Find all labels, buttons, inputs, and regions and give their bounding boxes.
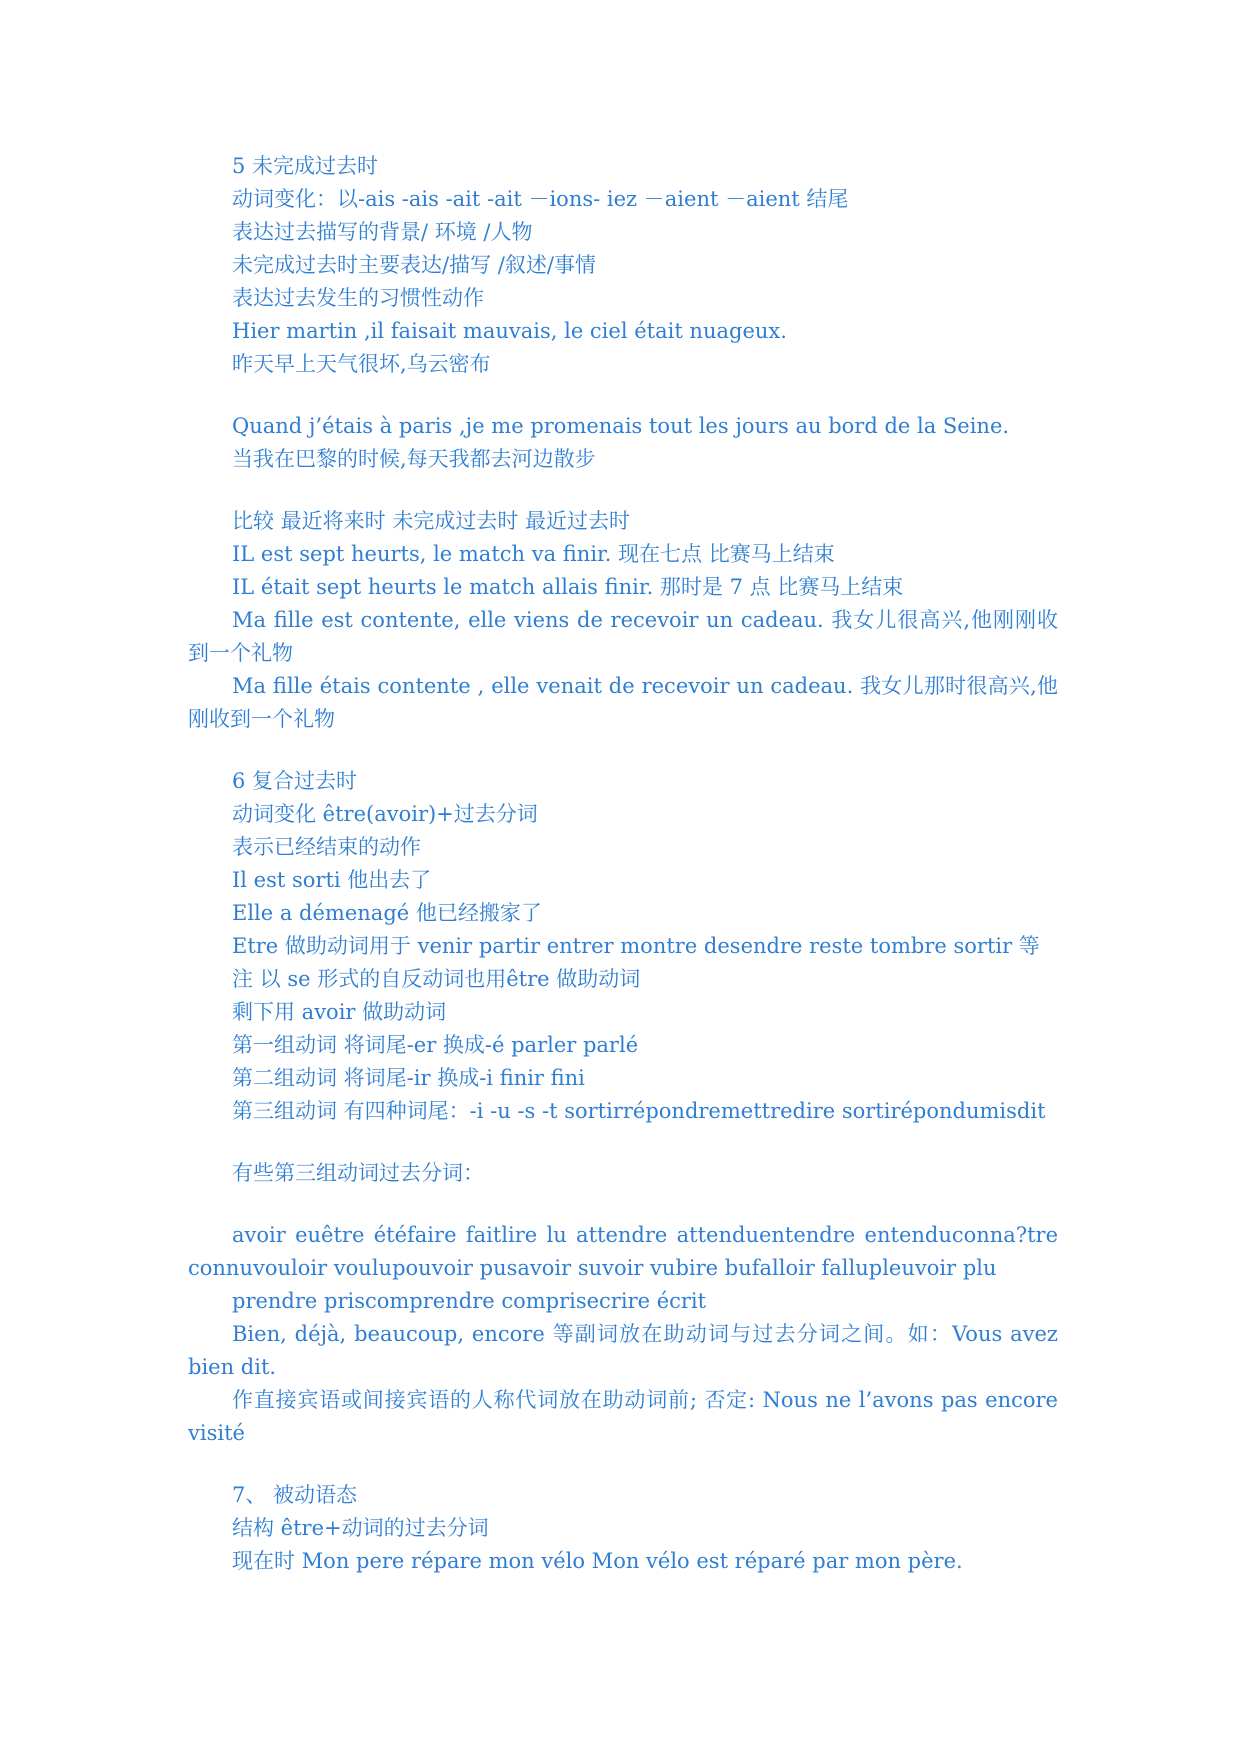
document-page	[188, 150, 1058, 1578]
heading-passive-voice: 7、 被动语态	[232, 1483, 358, 1507]
text-paragraph: 第三组动词 有四种词尾：-i -u -s -t sortirrépondremettredire sortirépondumisdit	[232, 1099, 1046, 1123]
text-line: Etre 做助动词用于 venir partir entrer montre desendre reste tombre sortir 等	[232, 934, 1040, 958]
text-paragraph: Bien, déjà, beaucoup, encore 等副词放在助动词与过去分词之间。如：Vous avez bien dit.	[188, 1322, 1058, 1379]
example-sentence: Quand j’étais à paris ,je me promenais tout les jours au bord de la Seine.	[232, 414, 1010, 438]
text-line: 表达过去发生的习惯性动作	[232, 286, 484, 310]
translation-line: 昨天早上天气很坏,乌云密布	[232, 352, 491, 376]
participle-list: prendre priscomprendre comprisecrire écrit	[232, 1289, 707, 1313]
blank-line	[188, 1128, 1058, 1157]
text-line: 结构 être+动词的过去分词	[232, 1516, 489, 1540]
example-paragraph: Ma fille étais contente , elle venait de recevoir un cadeau. 我女儿那时很高兴,他刚收到一个礼物	[188, 674, 1058, 731]
blank-line	[188, 736, 1058, 765]
text-line: 表达过去描写的背景/ 环境 /人物	[232, 220, 533, 244]
heading-imperfect: 5 未完成过去时	[232, 154, 379, 178]
text-line: 表示已经结束的动作	[232, 835, 421, 859]
text-line: 动词变化：以-ais -ais -ait -ait －ions- iez －aient －aient 结尾	[232, 187, 849, 211]
text-line: 第二组动词 将词尾-ir 换成-i finir fini	[232, 1066, 585, 1090]
blank-line	[188, 476, 1058, 505]
participle-list: avoir euêtre étéfaire faitlire lu attendre attenduentendre entenduconna?tre connuvouloir voulupouvoir pusavoir suvoir vubire bufalloir fallupleuvoir plu	[188, 1223, 1058, 1280]
example-sentence: Elle a démenagé 他已经搬家了	[232, 901, 542, 925]
example-sentence: Il est sorti 他出去了	[232, 868, 432, 892]
text-paragraph: 作直接宾语或间接宾语的人称代词放在助动词前; 否定: Nous ne l’avons pas encore visité	[188, 1388, 1058, 1445]
translation-line: 当我在巴黎的时候,每天我都去河边散步	[232, 447, 596, 471]
text-line: 第一组动词 将词尾-er 换成-é parler parlé	[232, 1033, 639, 1057]
text-line: 动词变化 être(avoir)+过去分词	[232, 802, 538, 826]
blank-line	[188, 1450, 1058, 1479]
example-sentence: Hier martin ,il faisait mauvais, le ciel était nuageux.	[232, 319, 787, 343]
example-sentence: 现在时 Mon pere répare mon vélo Mon vélo est réparé par mon père.	[232, 1549, 963, 1573]
text-line: 有些第三组动词过去分词：	[232, 1161, 484, 1185]
example-sentence: IL est sept heurts, le match va finir. 现在七点 比赛马上结束	[232, 542, 835, 566]
blank-line	[188, 381, 1058, 410]
text-line: 剩下用 avoir 做助动词	[232, 1000, 447, 1024]
heading-passe-compose: 6 复合过去时	[232, 769, 358, 793]
text-line: 注 以 se 形式的自反动词也用être 做助动词	[232, 967, 641, 991]
blank-line	[188, 1190, 1058, 1219]
comparison-heading: 比较 最近将来时 未完成过去时 最近过去时	[232, 509, 631, 533]
text-line: 未完成过去时主要表达/描写 /叙述/事情	[232, 253, 596, 277]
example-sentence: IL était sept heurts le match allais finir. 那时是 7 点 比赛马上结束	[232, 575, 904, 599]
example-paragraph: Ma fille est contente, elle viens de recevoir un cadeau. 我女儿很高兴,他刚刚收到一个礼物	[188, 608, 1058, 665]
